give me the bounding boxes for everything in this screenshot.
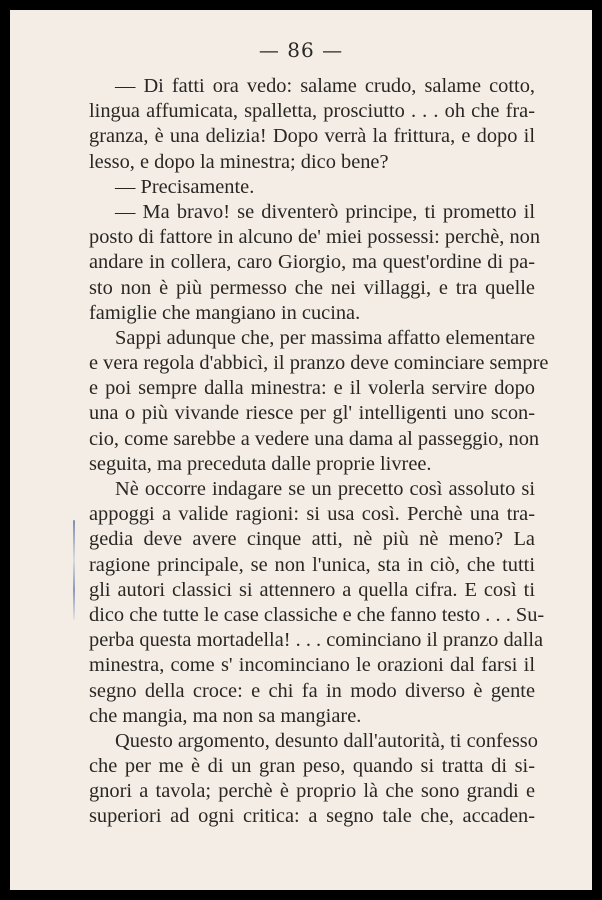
text-line: lingua affumicata, spalletta, prosciutto . . . oh che fra- [89,100,535,123]
text-line: granza, è una delizia! Dopo verrà la frittura, e dopo il [89,125,535,148]
page-number: — 86 — [258,38,344,62]
text-line: Sappi adunque che, per massima affatto elementare [115,326,535,349]
text-line: Questo argomento, desunto dall'autorità, ti confesso [115,729,538,752]
text-line: ragione principale, se non l'unica, sta in ciò, che tutti [89,553,535,576]
text-line: andare in collera, caro Giorgio, ma quest'ordine di pa- [89,251,535,274]
text-line: Nè occorre indagare se un precetto così assoluto si [115,478,535,500]
text-line: posto di fattore in alcuno de' miei possessi: perchè, non [89,226,541,249]
page-frame [10,10,592,890]
text-line: gli autori classici si attennero a quella cifra. E così ti [89,578,535,601]
text-line: e poi sempre dalla minestra: e il volerla servire dopo [89,377,535,400]
text-line: lesso, e dopo la minestra; dico bene? [89,150,389,173]
text-line: superiori ad ogni critica: a segno tale che, accaden- [89,805,535,828]
margin-pencil-mark [73,520,75,620]
text-line: minestra, come s' incominciano le orazioni dal farsi il [89,654,535,677]
text-line: che per me è di un gran peso, quando si tratta di si- [89,755,535,778]
text-line: che mangia, ma non sa mangiare. [89,704,362,727]
page-body [89,74,549,830]
text-line: una o più vivande riesce per gl' intelligenti uno scon- [89,402,535,425]
text-line: dico che tutte le case classiche e che fanno testo . . . Su- [89,603,545,626]
text-line: sto non è più permesso che nei villaggi, e tra quelle [89,276,535,299]
text-line: gnori a tavola; perchè è proprio là che sono grandi e [89,780,535,803]
text-line: cio, come sarebbe a vedere una dama al passeggio, non [89,427,540,450]
text-line: gedia deve avere cinque atti, nè più nè meno? La [89,528,535,551]
text-line: — Di fatti ora vedo: salame crudo, salame cotto, [115,75,535,97]
text-line: e vera regola d'abbicì, il pranzo deve cominciare sempre [89,352,549,375]
text-line: famiglie che mangiano in cucina. [89,301,361,324]
text-line: — Precisamente. [115,175,255,198]
text-line: seguita, ma preceduta dalle proprie livree. [89,452,432,475]
text-line: appoggi a valide ragioni: si usa così. Perchè una tra- [89,503,535,526]
text-line: segno della croce: e chi fa in modo diverso è gente [89,679,535,702]
text-line: perba questa mortadella! . . . cominciano il pranzo dalla [89,629,544,652]
text-line: — Ma bravo! se diventerò principe, ti prometto il [115,200,535,223]
